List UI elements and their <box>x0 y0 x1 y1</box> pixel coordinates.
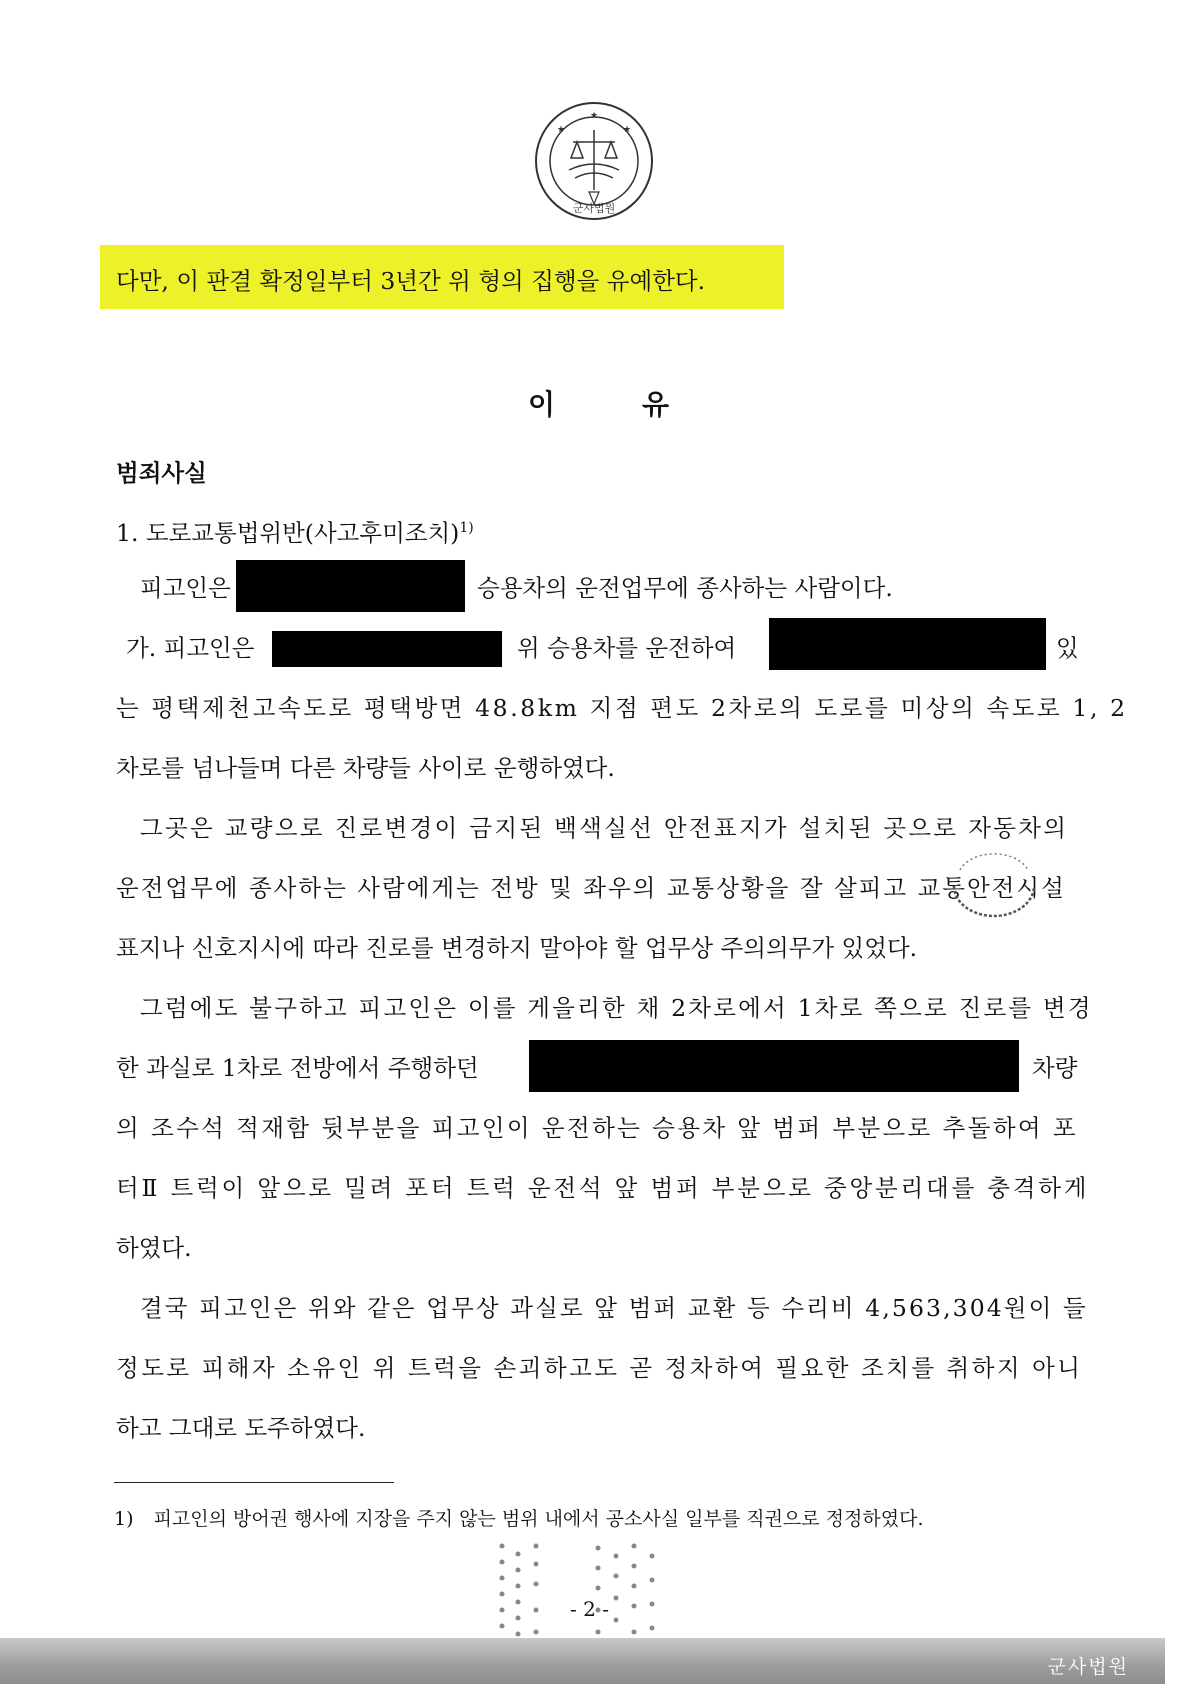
ga-line2-text: 는 평택제천고속도로 평택방면 48.8km 지점 편도 2차로의 도로를 미상의 속도로 1, 2 <box>116 694 1128 722</box>
footnote-ref: 1) <box>459 520 474 536</box>
neglect-line5: 하였다. <box>116 1234 192 1262</box>
footnote <box>114 1504 924 1531</box>
place-line3: 표지나 신호지시에 따라 진로를 변경하지 말아야 할 업무상 주의의무가 있었다. <box>116 934 918 962</box>
seal-text: 군사법원 <box>572 202 616 215</box>
footnote-divider <box>114 1482 394 1483</box>
neglect-line2-end: 차량 <box>1032 1054 1078 1082</box>
footnote-marker: 1) <box>114 1508 134 1530</box>
court-seal-emblem <box>533 100 655 222</box>
ga-line3: 차로를 넘나들며 다른 차량들 사이로 운행하였다. <box>116 754 615 782</box>
title-left: 이 <box>528 388 556 421</box>
perforation-pattern <box>496 1540 664 1640</box>
neglect-line3: 의 조수석 적재함 뒷부분을 피고인이 운전하는 승용차 앞 범퍼 부분으로 추돌하여 포 <box>116 1114 1079 1142</box>
ga-mid: 위 승용차를 운전하여 <box>517 634 737 662</box>
footnote-text: 피고인의 방어권 행사에 지장을 주지 않는 범위 내에서 공소사실 일부를 직권으로 정정하였다. <box>153 1508 924 1530</box>
redaction-block <box>769 618 1046 670</box>
redaction-block <box>272 631 502 667</box>
suspended-sentence-text: 다만, 이 판결 확정일부터 3년간 위 형의 집행을 유예한다. <box>116 267 706 295</box>
svg-text:★: ★ <box>622 125 632 135</box>
ga-end: 있 <box>1056 634 1079 662</box>
p1-start: 피고인은 <box>140 574 231 602</box>
ga-line2 <box>116 693 1128 723</box>
footer-court-label: 군사법원 <box>1047 1656 1129 1678</box>
neglect-line4: 터Ⅱ 트럭이 앞으로 밀려 포터 트럭 운전석 앞 범퍼 부분으로 중앙분리대를 충격하게 <box>116 1174 1090 1202</box>
item1-heading-text: 1. 도로교통법위반(사고후미조치) <box>116 518 460 547</box>
section-heading: 범죄사실 <box>116 459 207 487</box>
svg-text:★: ★ <box>589 111 599 121</box>
place-line1: 그곳은 교량으로 진로변경이 금지된 백색실선 안전표지가 설치된 곳으로 자동차의 <box>140 814 1069 842</box>
title-right: 유 <box>642 388 670 421</box>
result-line1: 결국 피고인은 위와 같은 업무상 과실로 앞 범퍼 교환 등 수리비 4,563,304원이 들 <box>140 1294 1088 1322</box>
page-number: - 2 - <box>570 1597 609 1621</box>
ga-start: 가. 피고인은 <box>126 634 255 662</box>
footer-bar <box>0 1638 1165 1684</box>
redaction-block <box>236 560 465 612</box>
result-line3: 하고 그대로 도주하였다. <box>116 1414 366 1442</box>
p1-end: 승용차의 운전업무에 종사하는 사람이다. <box>477 574 893 602</box>
neglect-line1: 그럼에도 불구하고 피고인은 이를 게을리한 채 2차로에서 1차로 쪽으로 진로를 변경 <box>140 994 1093 1022</box>
result-line2: 정도로 피해자 소유인 위 트럭을 손괴하고도 곧 정차하여 필요한 조치를 취하지 아니 <box>116 1354 1083 1382</box>
redaction-block <box>529 1040 1019 1092</box>
neglect-line2-start: 한 과실로 1차로 전방에서 주행하던 <box>116 1054 479 1082</box>
item1-heading <box>116 513 474 548</box>
place-line2: 운전업무에 종사하는 사람에게는 전방 및 좌우의 교통상황을 잘 살피고 교통안전시설 <box>116 874 1066 902</box>
stamp-mark <box>948 850 1040 922</box>
svg-text:★: ★ <box>556 125 566 135</box>
